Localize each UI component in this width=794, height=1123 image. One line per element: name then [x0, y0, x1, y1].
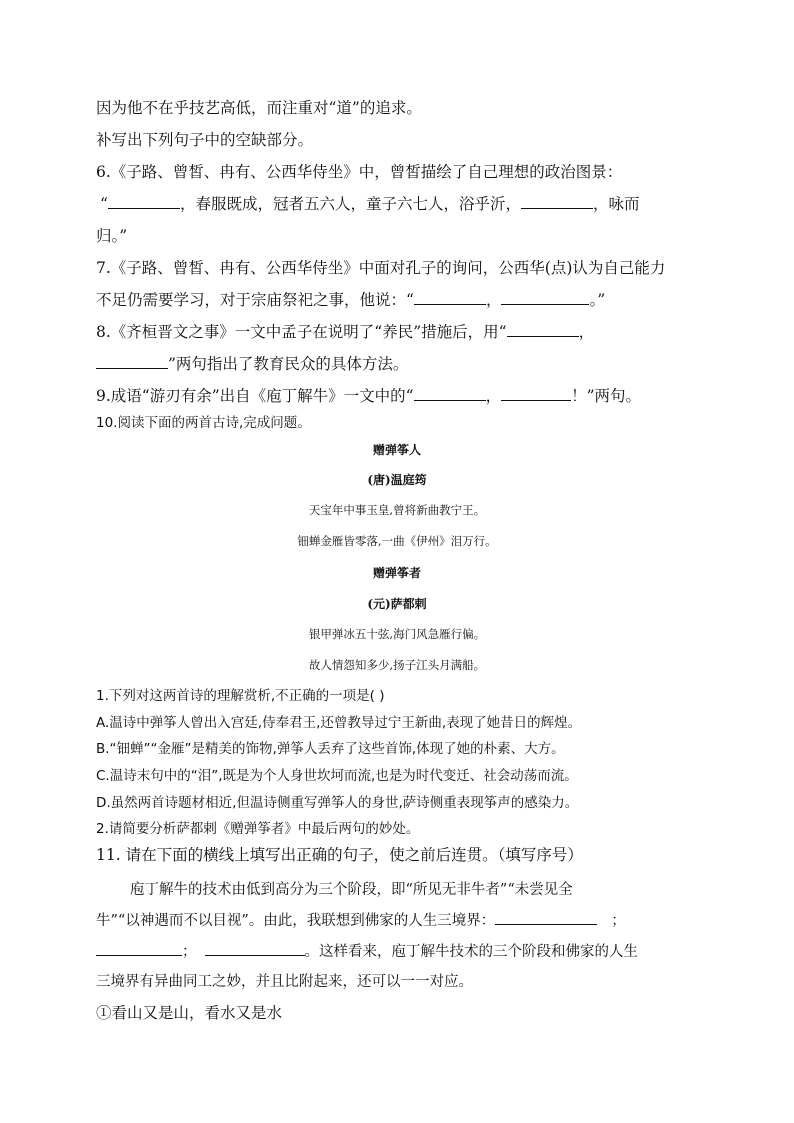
poem-1-line: 钿蝉金雁皆零落,一曲《伊州》泪万行。 — [297, 534, 497, 548]
fill-blank[interactable] — [501, 386, 571, 401]
option-c: C.温诗末句中的“泪”,既是为个人身世坎坷而流,也是为时代变迁、社会动荡而流。 — [96, 768, 578, 784]
text-span: 牛”“以神遇而不以目视”。由此，我联想到佛家的人生三境界： — [96, 913, 496, 929]
text-line: 归。” — [96, 227, 128, 245]
fill-blank[interactable] — [521, 194, 593, 209]
text-span: ”两句指出了教育民众的具体方法。 — [168, 355, 409, 373]
text-span: 。这样看来，庖丁解牛技术的三个阶段和佛家的人生 — [304, 944, 638, 960]
question-6-blanks — [100, 192, 639, 214]
option-d: D.虽然两首诗题材相近,但温诗侧重写弹筝人的身世,萨诗侧重表现筝声的感染力。 — [96, 795, 579, 811]
passage-line — [96, 909, 626, 930]
fill-blank[interactable] — [205, 941, 305, 956]
text-span: 8.《齐桓晋文之事》一文中孟子在说明了“养民”措施后，用“ — [96, 323, 507, 341]
text-line: 补写出下列句子中的空缺部分。 — [96, 131, 314, 149]
option-1: ①看山又是山，看水又是水 — [96, 1004, 283, 1022]
poem-2-line: 银甲弹冰五十弦,海门风急雁行偏。 — [308, 627, 486, 641]
passage-line: 三境界有异曲同工之妙，并且比附起来，还可以一一对应。 — [96, 974, 473, 990]
question-10: 10.阅读下面的两首古诗,完成问题。 — [96, 415, 311, 431]
text-line: 因为他不在乎技艺高低，而注重对“道”的追求。 — [96, 99, 422, 117]
fill-blank[interactable] — [414, 290, 486, 305]
text-span: ， — [485, 291, 502, 309]
text-span: ， — [578, 323, 595, 341]
poem-1-title: 赠弹筝人 — [372, 443, 421, 457]
passage-line — [96, 940, 638, 961]
fill-blank[interactable] — [414, 386, 486, 401]
poem-1-author: (唐)温庭筠 — [367, 473, 427, 487]
question-7: 7.《子路、曾皙、冉有、公西华侍坐》中面对孔子的询问，公西华(点)认为自己能力 — [96, 259, 666, 277]
option-a: A.温诗中弹筝人曾出入宫廷,侍奉君王,还曾教导过宁王新曲,表现了她昔日的辉煌。 — [96, 715, 582, 731]
passage-line: 庖丁解牛的技术由低到高分为三个阶段，即“所见无非牛者”“未尝见全 — [130, 882, 573, 898]
text-span: ； — [182, 944, 197, 960]
question-6: 6.《子路、曾皙、冉有、公西华侍坐》中，曾皙描绘了自己理想的政治图景： — [96, 163, 623, 181]
question-8 — [96, 320, 594, 342]
question-7-blanks — [96, 288, 605, 310]
fill-blank[interactable] — [507, 322, 579, 337]
text-span: 。” — [589, 291, 606, 309]
text-span: 9.成语“游刃有余”出自《庖丁解牛》一文中的“ — [96, 387, 414, 405]
text-span: ！”两句。 — [571, 387, 642, 405]
poem-2-author: (元)萨都剌 — [367, 597, 427, 611]
fill-blank[interactable] — [96, 354, 168, 369]
poem-1-line: 天宝年中事玉皇,曾将新曲教宁王。 — [308, 503, 486, 517]
fill-blank[interactable] — [96, 941, 182, 956]
text-span: ，咏而 — [592, 195, 640, 213]
text-span: ，春服既成，冠者五六人，童子六七人，浴乎沂， — [179, 195, 521, 213]
question-8-blanks — [96, 352, 408, 374]
sub-question-1: 1.下列对这两首诗的理解赏析,不正确的一项是( ) — [96, 688, 385, 704]
text-span: ， — [485, 387, 502, 405]
option-b: B.“钿蝉”“金雁”是精美的饰物,弹筝人丢弃了这些首饰,体现了她的朴素、大方。 — [96, 741, 565, 757]
text-span: ； — [611, 913, 626, 929]
sub-question-2: 2.请简要分析萨都剌《赠弹筝者》中最后两句的妙处。 — [96, 821, 420, 837]
fill-blank[interactable] — [108, 194, 180, 209]
poem-2-title: 赠弹筝者 — [372, 566, 421, 580]
text-span: 不足仍需要学习，对于宗庙祭祀之事，他说：“ — [96, 291, 414, 309]
question-9 — [96, 384, 641, 406]
question-11: 11. 请在下面的横线上填写出正确的句子，使之前后连贯。（填写序号） — [96, 846, 583, 864]
fill-blank[interactable] — [495, 910, 597, 925]
fill-blank[interactable] — [501, 290, 589, 305]
poem-2-line: 故人情怨知多少,扬子江头月满船。 — [308, 658, 486, 672]
quote-mark: “ — [100, 195, 108, 213]
